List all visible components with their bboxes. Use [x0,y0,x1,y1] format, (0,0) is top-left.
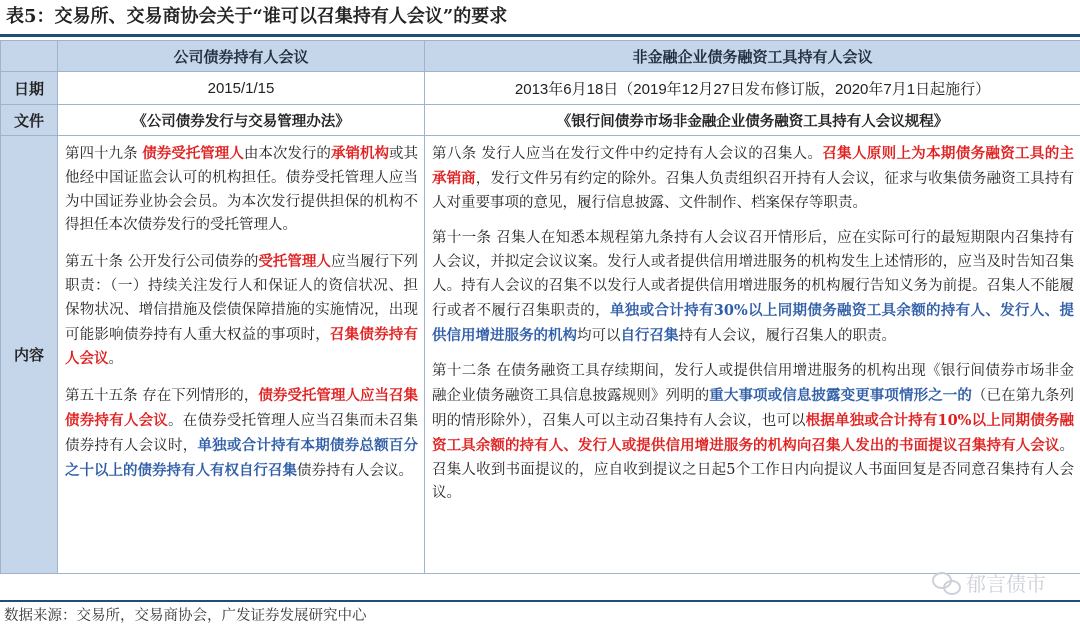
watermark-text: 郁言债市 [966,572,1046,596]
text-segment: 均可以 [577,327,621,344]
highlight-red: 债券受托管理人应当召集债券持有人会议 [65,387,419,429]
title-rule [0,34,1080,37]
highlight-red: 召集人原则上为本期债务融资工具的主承销商 [432,145,1075,187]
column-header-corporate-bond: 公司债券持有人会议 [58,41,425,72]
text-segment: 第十一条 召集人在知悉本规程第九条持有人会议召开情形后，应在实际可行的最短期限内召集持有人会议，并拟定会议议案。发行人或者提供信用增进服务的机构发生上述情形的，应当及时告知召集人。持有人会议的召集不以发行人或者提供信用增进服务的机构履行告知义务为前提。召集人不能履行或者不履行召集职责的， [432,230,1074,319]
content-paragraph [65,384,418,483]
file-corporate-bond: 《公司债券发行与交易管理办法》 [58,105,425,136]
text-segment: 第五十条 公开发行公司债券的 [65,254,259,271]
watermark [932,568,1046,597]
text-segment: 。 [108,351,123,368]
text-segment: 持有人会议，履行召集人的职责。 [678,327,896,344]
highlight-blue: 单独或合计持有本期债券总额百分之十以上的债券持有人 [65,436,419,479]
text-segment: 第五十五条 存在下列情形的， [65,388,259,405]
row-label-file: 文件 [1,105,58,136]
table-row-content [1,136,1080,574]
content-debt-financing [425,136,1080,574]
page-title: 表5：交易所、交易商协会关于“谁可以召集持有人会议”的要求 [6,6,508,27]
text-segment: 由本次发行的 [243,146,331,162]
highlight-red: 债券受托管理人 [142,145,244,162]
content-text-debt-financing [425,136,1080,510]
content-paragraph [432,142,1074,215]
content-paragraph [432,360,1074,506]
date-debt-financing: 2013年6月18日（2019年12月27日发布修订版，2020年7月1日起施行） [425,72,1080,105]
text-segment: 第八条 发行人应当在发行文件中约定持有人会议的召集人。 [432,146,823,162]
column-header-debt-financing: 非金融企业债务融资工具持有人会议 [425,41,1080,72]
row-label-content: 内容 [1,136,58,574]
text-segment: ，发行文件另有约定的除外。召集人负责组织召开持有人会议，征求与收集债务融资工具持有人对重要事项的意见，履行信息披露、文件制作、档案保存等职责。 [432,170,1074,211]
footer-rule [0,600,1080,602]
highlight-blue: 重大事项或信息披露变更事项情形之一的 [709,387,972,405]
highlight-red: 根据单独或合计持有10%以上同期债务融资工具余额的持有人、发行人或提供信用增进服务的机构向召集人发出的书面提议召集持有人会议 [432,411,1074,454]
content-paragraph [65,142,418,238]
table-row-date [1,72,1080,105]
row-label-date: 日期 [1,72,58,105]
source-note: 数据来源：交易所，交易商协会，广发证券发展研究中心 [4,608,367,624]
text-segment: 第四十九条 [65,146,143,162]
text-segment: 。召集人收到书面提议的，应自收到提议之日起5个工作日内向提议人书面回复是否同意召集持有人会议。 [432,437,1074,502]
content-text-corporate-bond [58,136,424,487]
table-row-file [1,105,1080,136]
highlight-blue: 有权自行召集 [210,461,297,479]
corner-cell [1,41,58,72]
highlight-red: 承销机构 [330,145,390,162]
file-debt-financing: 《银行间债券市场非金融企业债务融资工具持有人会议规程》 [425,105,1080,136]
highlight-blue: 自行召集 [620,326,679,344]
text-segment: 。在债券受托管理人应当召集而未召集债券持有人会议时， [65,412,419,454]
text-segment: （已在第九条列明的情形除外），召集人可以主动召集持有人会议，也可以 [432,388,1075,429]
text-segment: 第十二条 在债务融资工具存续期间，发行人或提供信用增进服务的机构出现《银行间债券市场非金融企业债务融资工具信息披露规则》列明的 [432,363,1074,405]
text-segment: 应当履行下列职责：（一）持续关注发行人和保证人的资信状况、担保物状况、增信措施及偿债保障措施的实施情况，出现可能影响债券持有人重大权益的事项时， [65,254,419,343]
date-corporate-bond: 2015/1/15 [58,72,425,105]
table-header-row [1,41,1080,72]
content-corporate-bond [58,136,425,574]
text-segment: 债券持有人会议。 [297,462,413,479]
highlight-blue: 单独或合计持有30%以上同期债务融资工具余额的持有人、发行人、提供信用增进服务的机构 [432,301,1074,344]
content-paragraph [432,227,1074,348]
text-segment: 或其他经中国证监会认可的机构担任。债券受托管理人应当为中国证券业协会会员。为本次发行提供担保的机构不得担任本次债券发行的受托管理人。 [65,146,419,234]
highlight-red: 受托管理人 [258,253,331,271]
wechat-icon [932,572,960,594]
comparison-table [0,40,1080,574]
content-paragraph [65,250,418,372]
highlight-red: 召集债券持有人会议 [65,325,419,368]
